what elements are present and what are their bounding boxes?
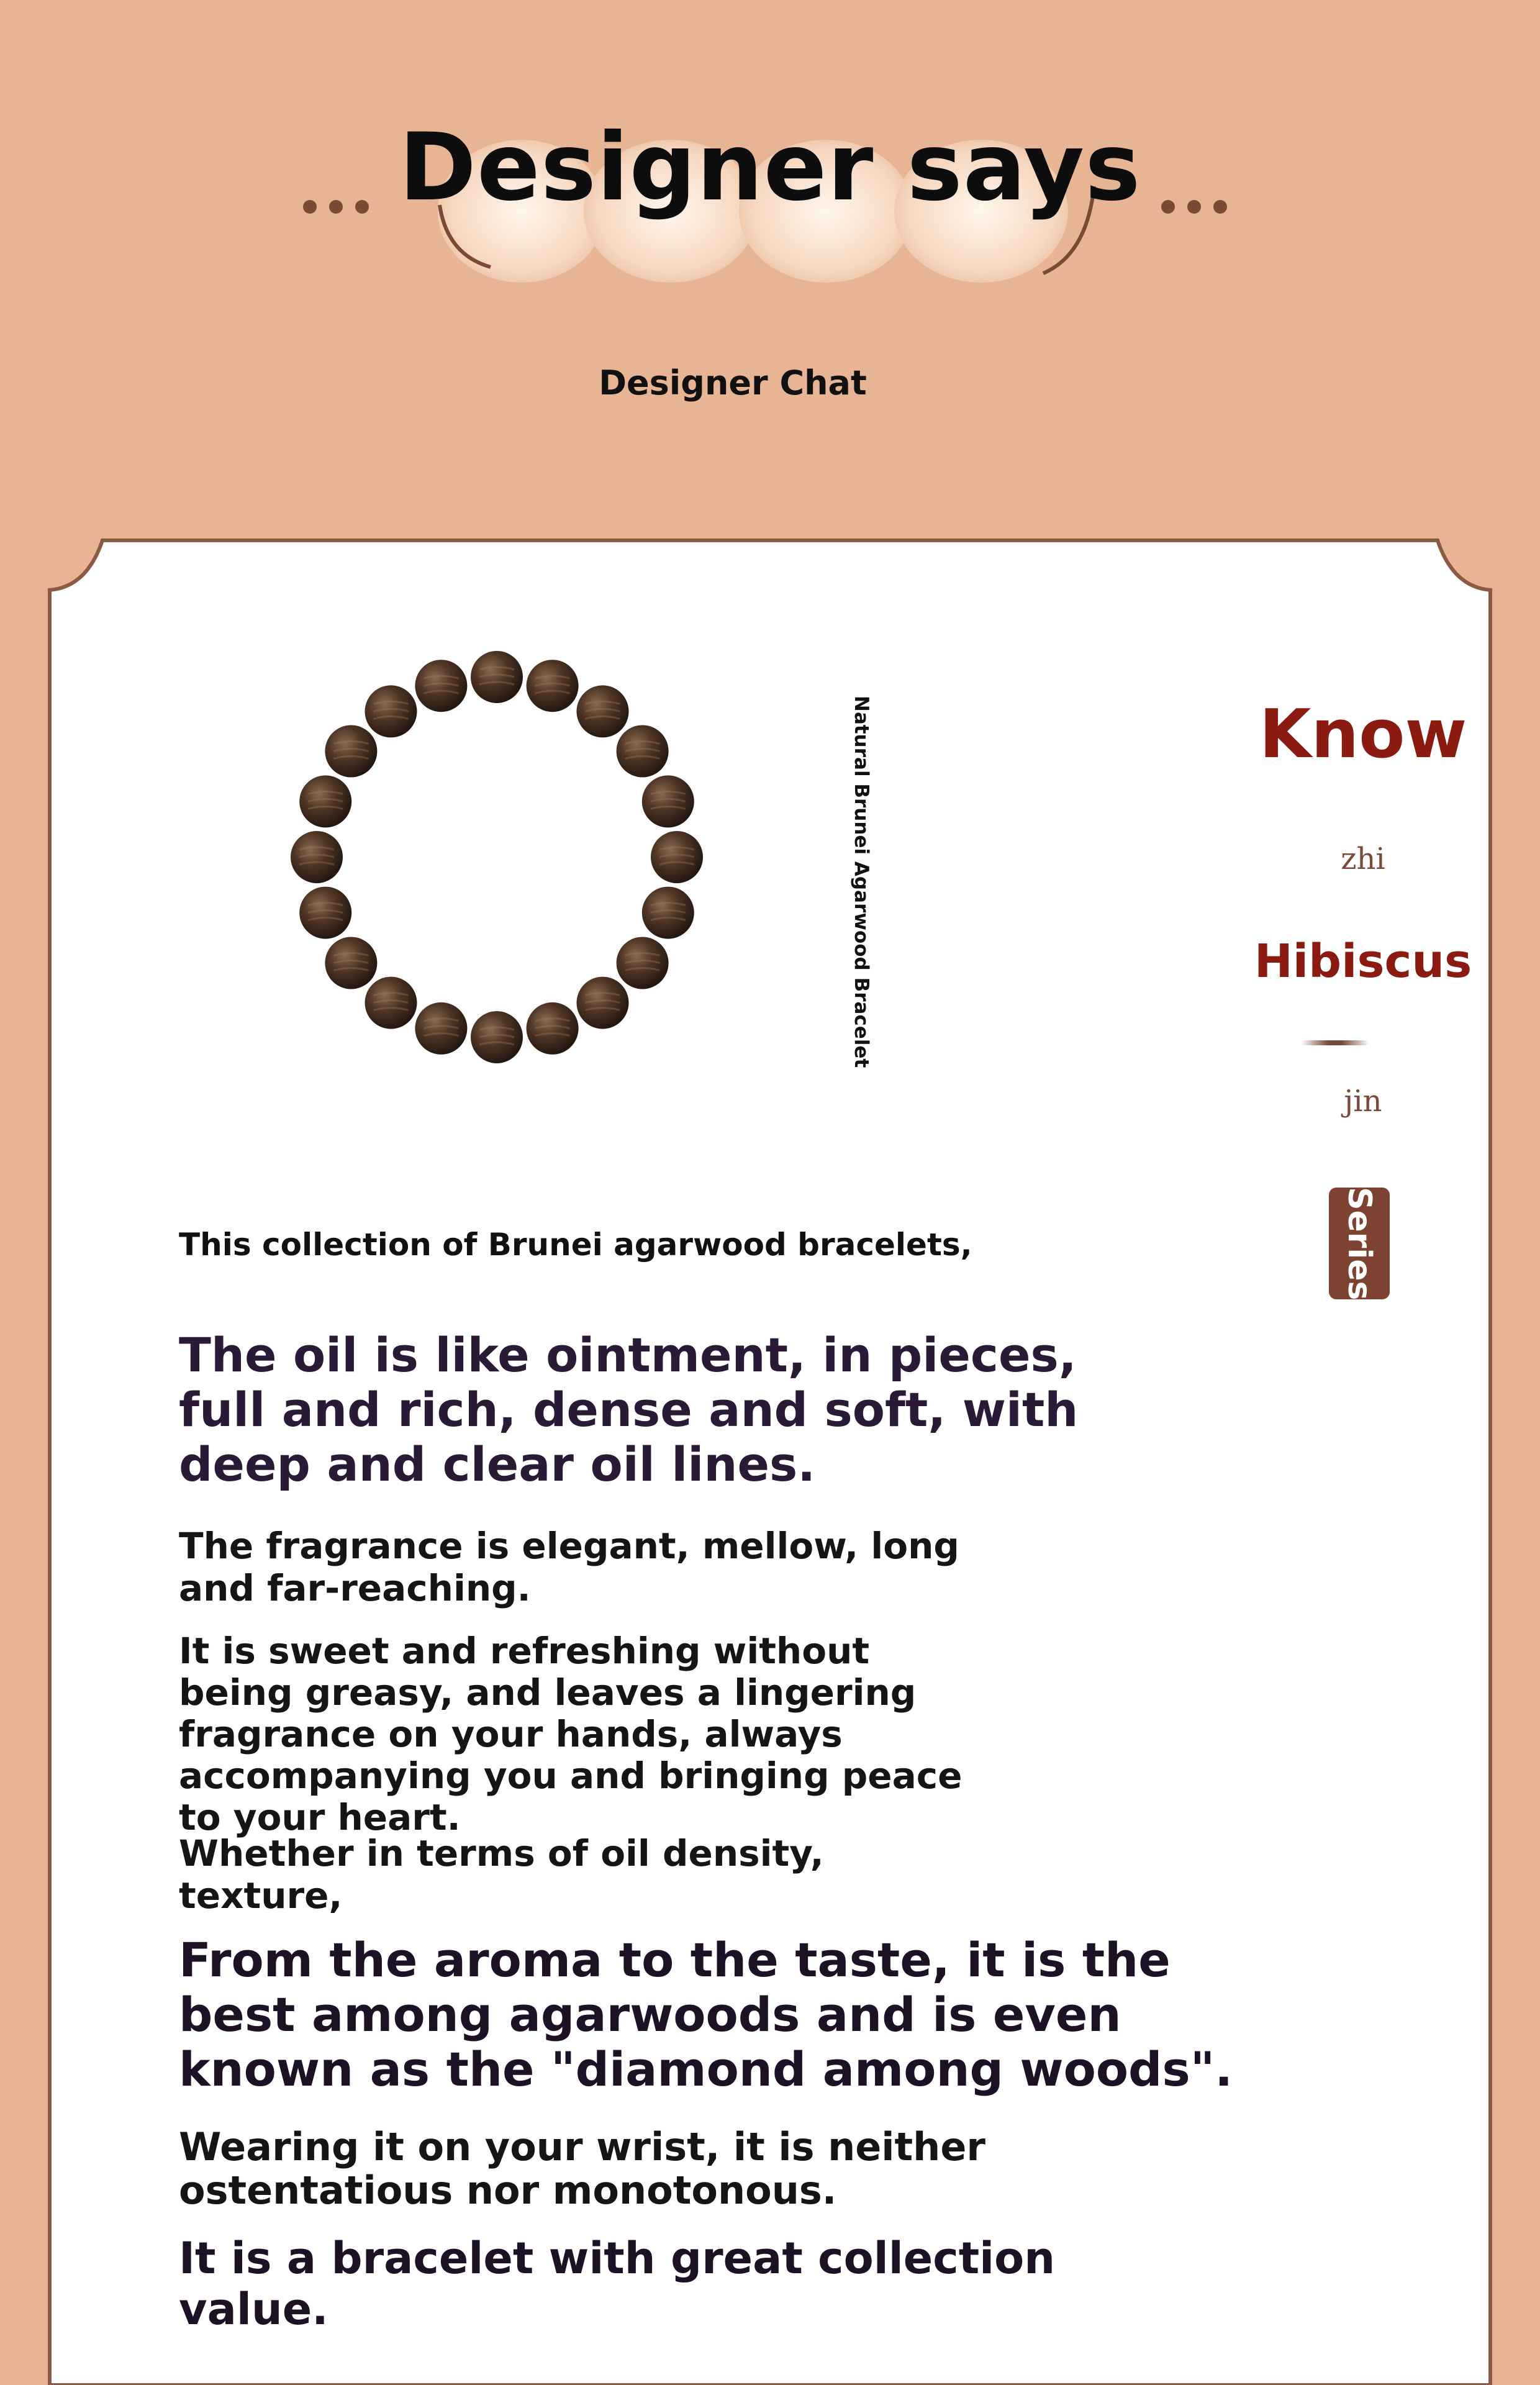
series-badge: Series	[1329, 1188, 1390, 1299]
description-line-5: Whether in terms of oil density, texture,	[179, 1832, 824, 1917]
bead	[365, 977, 417, 1029]
product-name: Natural Brunei Agarwood Bracelet	[850, 696, 872, 1068]
bead	[299, 887, 351, 939]
bead	[617, 725, 669, 778]
bracelet-image	[279, 640, 714, 1074]
dots-decoration-right	[1161, 200, 1227, 214]
description-line-7: Wearing it on your wrist, it is neither ostentatious nor monotonous.	[179, 2124, 985, 2213]
bead	[415, 660, 467, 712]
series-pinyin-zhi: zhi	[1341, 842, 1385, 876]
bead	[642, 887, 694, 939]
page-subtitle: Designer Chat	[599, 363, 867, 402]
bead	[325, 937, 377, 989]
series-label	[1230, 683, 1497, 1342]
header	[0, 0, 1540, 540]
bead	[325, 725, 377, 778]
series-pinyin-jin: jin	[1344, 1084, 1382, 1119]
bead	[415, 1002, 467, 1055]
dots-decoration-left	[303, 200, 369, 214]
divider-stroke	[1301, 1040, 1369, 1045]
bead	[471, 651, 523, 703]
bead	[365, 685, 417, 737]
series-word-know: Know	[1259, 696, 1467, 773]
bead	[577, 977, 629, 1029]
page-title: Designer says	[399, 114, 1141, 222]
bead	[527, 660, 579, 712]
bead	[617, 937, 669, 989]
bead	[642, 775, 694, 827]
bead	[651, 831, 703, 883]
description-line-6: From the aroma to the taste, it is the best among agarwoods and is even known as the "diamond among woods".	[179, 1932, 1233, 2097]
bead	[471, 1011, 523, 1063]
description-line-3: The fragrance is elegant, mellow, long and far-reaching.	[179, 1525, 959, 1609]
bead	[299, 775, 351, 827]
description-line-2: The oil is like ointment, in pieces, full and rich, dense and soft, with deep and clear oil lines.	[179, 1327, 1079, 1492]
description-line-1: This collection of Brunei agarwood bracelets,	[179, 1227, 972, 1263]
bead	[291, 831, 343, 883]
series-word-hibiscus: Hibiscus	[1254, 935, 1472, 988]
description-line-4: It is sweet and refreshing without being greasy, and leaves a lingering fragrance on your hands, always accompanying you and bringing peace to your heart.	[179, 1630, 962, 1838]
bead	[577, 685, 629, 737]
description-line-8: It is a bracelet with great collection value.	[179, 2233, 1056, 2335]
bead	[527, 1002, 579, 1055]
